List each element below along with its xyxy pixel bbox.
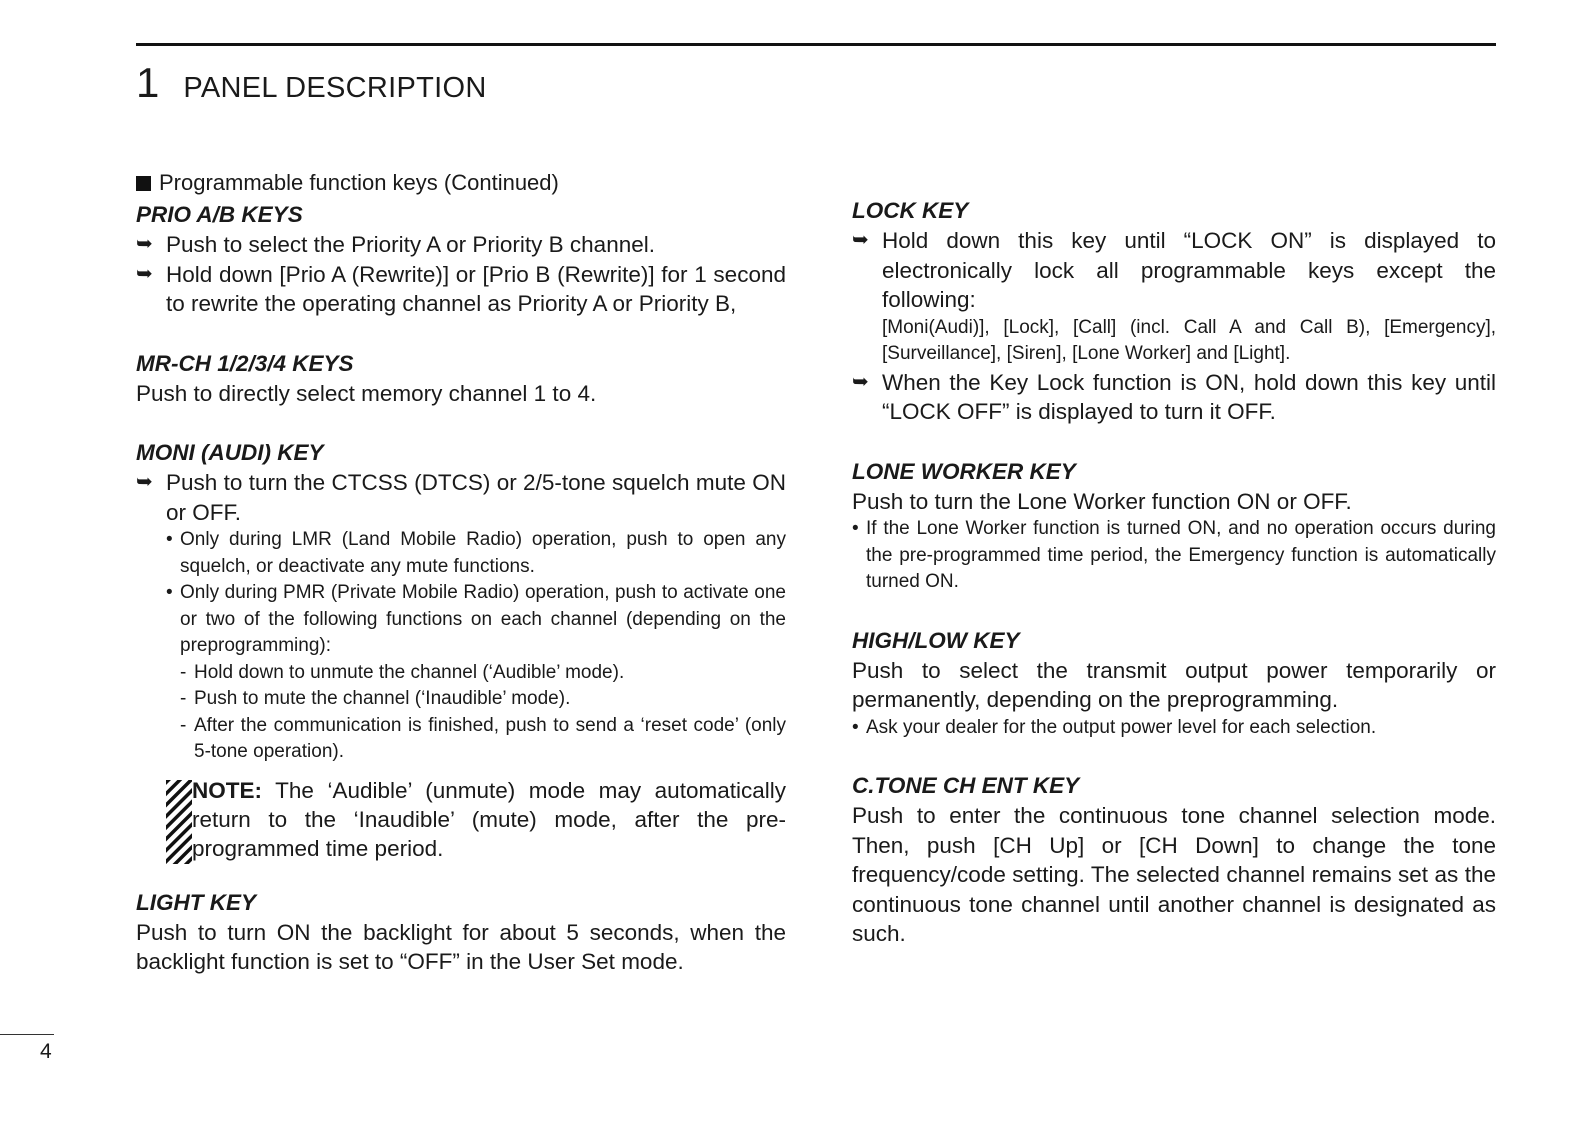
chapter-header: [136, 59, 487, 106]
right-column: [852, 196, 1496, 949]
top-rule: [136, 43, 1496, 46]
moni-dash-2: - Push to mute the channel (‘Inaudible’ mode).: [180, 688, 571, 709]
ctone-key-heading: C.TONE CH ENT KEY: [852, 773, 1080, 798]
arrow-bullet-icon: ➥: [852, 229, 869, 251]
chapter-number: 1: [136, 59, 160, 106]
moni-dash-1: - Hold down to unmute the channel (‘Audible’ mode).: [180, 661, 625, 683]
high-low-key-heading: HIGH/LOW KEY: [852, 627, 1020, 653]
lock-bullet-1: ➥ Hold down this key until “LOCK ON” is displayed to electronically lock all programmable keys except the following: [Moni(Audi)], [Lock], [Call] (incl. Call A and Call B), [Emergency], [Surveillance], [Siren], [Lone Worker] and [Light].: [852, 226, 1496, 368]
moni-key-heading: MONI (AUDI) KEY: [136, 440, 324, 465]
note-hatch-icon: [166, 780, 192, 864]
lone-worker-text: Push to turn the Lone Worker function ON or OFF.: [852, 488, 1352, 514]
lock-exception-list: [Moni(Audi)], [Lock], [Call] (incl. Call A and Call B), [Emergency], [Surveillance], [Siren], [Lone Worker] and [Light].: [882, 316, 1496, 364]
note-box: [166, 776, 786, 864]
arrow-bullet-icon: ➥: [136, 262, 153, 285]
moni-bullet: ➥ Push to turn the CTCSS (DTCS) or 2/5-tone squelch mute ON or OFF. • Only during LMR (Land Mobile Radio) operation, push to open any squelch, or deactivate any mute functions. • Only during PMR (Private Mobile Radio) operation, push to activate one or two of the following functions on each channel (depending on the preprogramming): - Hold down to unmute the channel (‘Audible’ mode). - Push to mute the channel (‘Inaudible’ mode). - After the communication is finished, push to send a ‘reset code’ (only 5-tone operation).: [136, 468, 786, 766]
moni-dot-lmr: • Only during LMR (Land Mobile Radio) operation, push to open any squelch, or deactivate any mute functions.: [166, 529, 786, 577]
lock-key-heading: LOCK KEY: [852, 198, 969, 223]
high-low-text: Push to select the transmit output power temporarily or permanently, depending on the preprogramming.: [852, 657, 1496, 712]
light-key-heading: LIGHT KEY: [136, 889, 257, 915]
page-number-rule: [0, 1034, 54, 1035]
ctone-text: Push to enter the continuous tone channel selection mode. Then, push [CH Up] or [CH Down] to change the tone frequency/code setting. The selected channel remains set as the continuous tone channel until another channel is designated as such.: [852, 803, 1496, 946]
light-text: Push to turn ON the backlight for about 5 seconds, when the backlight function is set to “OFF” in the User Set mode.: [136, 919, 786, 974]
page-number: 4: [40, 1040, 52, 1063]
high-low-dot: • Ask your dealer for the output power level for each selection.: [852, 716, 1377, 738]
prio-bullet-1: ➥ Push to select the Priority A or Priority B channel.: [136, 230, 786, 260]
square-bullet-icon: [136, 176, 151, 191]
moni-dash-3: - After the communication is finished, push to send a ‘reset code’ (only 5-tone operation).: [180, 714, 786, 762]
mrch-keys-heading: MR-CH 1/2/3/4 KEYS: [136, 350, 354, 376]
chapter-title: PANEL DESCRIPTION: [183, 72, 487, 104]
lone-worker-key-heading: LONE WORKER KEY: [852, 458, 1076, 484]
lock-bullet-2: ➥ When the Key Lock function is ON, hold down this key until “LOCK OFF” is displayed to turn it OFF.: [852, 368, 1496, 427]
prio-keys-heading: PRIO A/B KEYS: [136, 202, 303, 227]
section-label: Programmable function keys (Continued): [136, 168, 786, 198]
prio-bullet-2: ➥ Hold down [Prio A (Rewrite)] or [Prio B (Rewrite)] for 1 second to rewrite the operating channel as Priority A or Priority B,: [136, 260, 786, 319]
left-column: [136, 168, 786, 977]
arrow-bullet-icon: ➥: [136, 471, 153, 493]
mrch-text: Push to directly select memory channel 1 to 4.: [136, 380, 597, 406]
lone-worker-dot: • If the Lone Worker function is turned ON, and no operation occurs during the pre-programmed time period, the Emergency function is automatically turned ON.: [852, 518, 1496, 592]
moni-dot-pmr: • Only during PMR (Private Mobile Radio) operation, push to activate one or two of the following functions on each channel (depending on the preprogramming):: [166, 582, 786, 656]
arrow-bullet-icon: ➥: [852, 370, 869, 393]
note-text: NOTE: The ‘Audible’ (unmute) mode may automatically return to the ‘Inaudible’ (mute) mode, after the pre-programmed time period.: [192, 777, 786, 861]
arrow-bullet-icon: ➥: [136, 233, 153, 255]
